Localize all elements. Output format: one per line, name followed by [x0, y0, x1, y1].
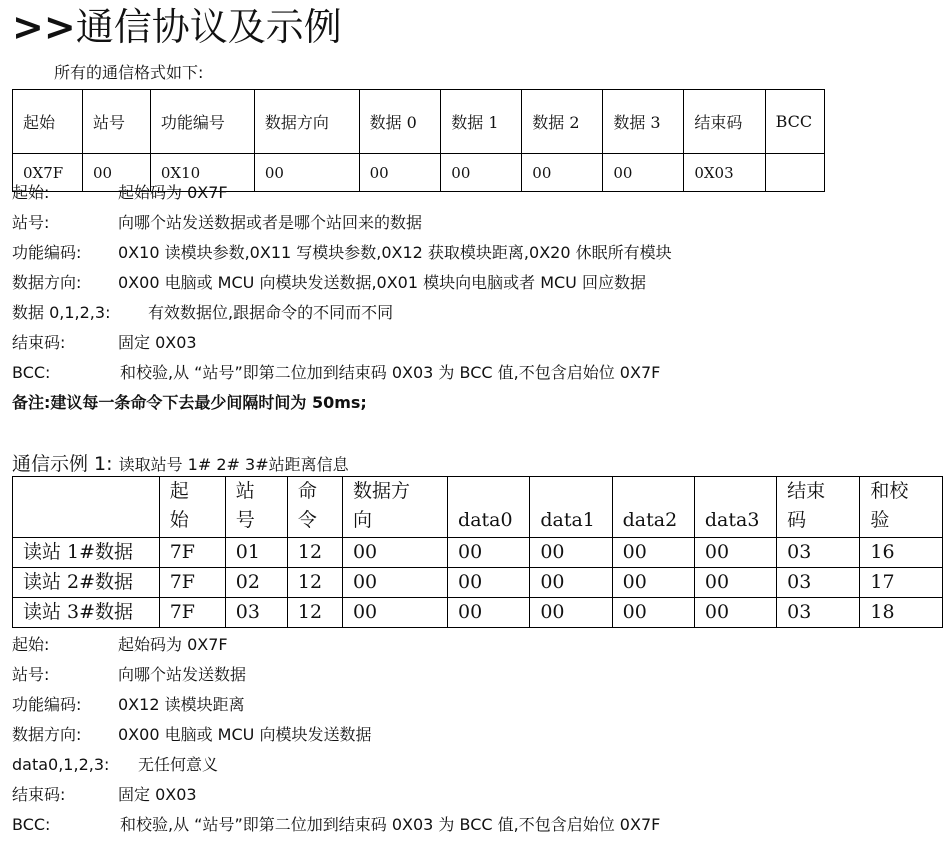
example-cell: 00 — [694, 598, 776, 628]
description-value: 有效数据位,跟据命令的不同而不同 — [148, 303, 394, 322]
frame-value-cell: 0X7F — [13, 154, 83, 192]
description-value: 和校验,从 “站号”即第二位加到结束码 0X03 为 BCC 值,不包含启始位 0X7F — [120, 815, 661, 834]
example-header-line2: 令 — [297, 509, 317, 531]
example-header-line1: 结束 — [787, 480, 826, 502]
example-cell: 7F — [159, 568, 225, 598]
example-header-text: data1 — [540, 509, 595, 531]
example-header-text: data0 — [458, 509, 513, 531]
description-value: 固定 0X03 — [118, 333, 197, 352]
example-header-cell — [342, 477, 447, 538]
description-value: 0X00 电脑或 MCU 向模块发送数据,0X01 模块向电脑或者 MCU 回应数据 — [118, 273, 646, 292]
description-value: 起始码为 0X7F — [118, 183, 228, 202]
description-key: 结束码: — [12, 785, 66, 804]
example-header-line2: 验 — [870, 509, 890, 531]
frame-value-cell: 0X10 — [150, 154, 254, 192]
frame-header-cell: 数据方向 — [254, 90, 359, 154]
description-line — [12, 243, 672, 263]
description-line — [12, 725, 371, 745]
frame-header-cell: BCC — [765, 90, 824, 154]
example-header-line2: 向 — [352, 509, 372, 531]
example-cell: 00 — [530, 598, 612, 628]
page-title — [12, 4, 342, 50]
description-line — [12, 303, 393, 323]
description-line — [12, 333, 197, 353]
description-key: 功能编码: — [12, 243, 82, 262]
example-cell: 00 — [612, 568, 694, 598]
description-value: 无任何意义 — [138, 755, 219, 774]
example-cell: 02 — [225, 568, 287, 598]
table-row — [13, 538, 943, 568]
example-cell: 03 — [777, 568, 860, 598]
description-value: 0X00 电脑或 MCU 向模块发送数据 — [118, 725, 372, 744]
description-key: 数据 0,1,2,3: — [12, 303, 111, 322]
example-header-line1: 数据方 — [352, 480, 410, 502]
frame-value-cell: 00 — [603, 154, 684, 192]
description-value: 0X10 读模块参数,0X11 写模块参数,0X12 获取模块距离,0X20 休眠所有模块 — [118, 243, 672, 262]
description-line — [12, 815, 660, 835]
frame-value-cell: 00 — [82, 154, 150, 192]
table-row — [13, 598, 943, 628]
example-cell: 7F — [159, 598, 225, 628]
example-cell: 12 — [287, 568, 342, 598]
description-value: 向哪个站发送数据或者是哪个站回来的数据 — [118, 213, 423, 232]
example-header-cell — [612, 477, 694, 538]
example-header-cell — [448, 477, 530, 538]
example-cell: 00 — [530, 538, 612, 568]
example-title — [12, 449, 349, 476]
example-cell: 16 — [860, 538, 943, 568]
example-desc: 读取站号 1# 2# 3#站距离信息 — [118, 455, 349, 474]
description-line — [12, 213, 422, 233]
example-header-line2: 码 — [787, 509, 807, 531]
example-header-line2: 始 — [169, 509, 189, 531]
example-cell: 00 — [342, 568, 447, 598]
example-header-cell — [530, 477, 612, 538]
description-value: 向哪个站发送数据 — [118, 665, 247, 684]
example-header-text: data3 — [704, 509, 760, 531]
example-header-cell — [225, 477, 287, 538]
example-cell: 读站 1#数据 — [13, 538, 160, 568]
title-prefix: >> — [12, 5, 76, 49]
example-cell: 00 — [694, 538, 776, 568]
frame-header-cell: 站号 — [82, 90, 150, 154]
description-line — [12, 695, 245, 715]
description-key: BCC: — [12, 815, 51, 834]
description-key: data0,1,2,3: — [12, 755, 110, 774]
description-value: 起始码为 0X7F — [118, 635, 228, 654]
table-row — [13, 568, 943, 598]
note-text: 备注:建议每一条命令下去最少间隔时间为 50ms; — [12, 393, 367, 412]
example-cell: 00 — [612, 598, 694, 628]
example-cell: 00 — [448, 538, 530, 568]
title-text: 通信协议及示例 — [75, 5, 342, 49]
example-cell: 00 — [342, 538, 447, 568]
description-key: BCC: — [12, 363, 51, 382]
example-cell: 03 — [225, 598, 287, 628]
example-cell: 12 — [287, 538, 342, 568]
example-header-cell — [287, 477, 342, 538]
example-header-line1: 起 — [169, 480, 189, 502]
example-cell: 03 — [777, 598, 860, 628]
example-cell: 17 — [860, 568, 943, 598]
frame-value-cell: 00 — [359, 154, 441, 192]
description-key: 功能编码: — [12, 695, 82, 714]
frame-value-cell — [765, 154, 824, 192]
frame-header-row — [13, 90, 825, 154]
frame-value-cell: 00 — [441, 154, 522, 192]
example-cell: 12 — [287, 598, 342, 628]
example-header-cell — [13, 477, 160, 538]
example-header-line1: 和校 — [870, 480, 909, 502]
frame-value-cell: 0X03 — [684, 154, 765, 192]
example-cell: 7F — [159, 538, 225, 568]
description-line — [12, 183, 228, 203]
frame-header-cell: 数据 0 — [359, 90, 441, 154]
description-key: 起始: — [12, 183, 50, 202]
example-cell: 00 — [342, 598, 447, 628]
frame-header-cell: 数据 2 — [522, 90, 603, 154]
frame-header-cell: 数据 1 — [441, 90, 522, 154]
example-header-cell — [860, 477, 943, 538]
example-cell: 01 — [225, 538, 287, 568]
example-cell: 读站 3#数据 — [13, 598, 160, 628]
description-line — [12, 273, 646, 293]
frame-header-cell: 起始 — [13, 90, 83, 154]
example-cell: 00 — [694, 568, 776, 598]
description-line — [12, 635, 228, 655]
example-header-text: data2 — [622, 509, 678, 531]
frame-format-table — [12, 89, 825, 192]
description-key: 结束码: — [12, 333, 66, 352]
example-header-line2: 号 — [235, 509, 255, 531]
description-line — [12, 755, 218, 775]
example-cell: 00 — [448, 568, 530, 598]
frame-header-cell: 功能编号 — [150, 90, 254, 154]
example-header-line1: 站 — [235, 480, 255, 502]
example-header-cell — [777, 477, 860, 538]
example-header-row — [13, 477, 943, 538]
description-value: 0X12 读模块距离 — [118, 695, 245, 714]
example-cell: 03 — [777, 538, 860, 568]
frame-value-cell: 00 — [522, 154, 603, 192]
description-value: 固定 0X03 — [118, 785, 197, 804]
example-cell: 00 — [448, 598, 530, 628]
example-cell: 读站 2#数据 — [13, 568, 160, 598]
frame-value-cell: 00 — [254, 154, 359, 192]
example-cell: 18 — [860, 598, 943, 628]
description-key: 站号: — [12, 213, 50, 232]
description-line — [12, 665, 246, 685]
description-key: 站号: — [12, 665, 50, 684]
example-header-line1: 命 — [297, 480, 317, 502]
description-key: 起始: — [12, 635, 50, 654]
example-cell: 00 — [530, 568, 612, 598]
description-value: 和校验,从 “站号”即第二位加到结束码 0X03 为 BCC 值,不包含启始位 0X7F — [120, 363, 661, 382]
example-label: 通信示例 1: — [12, 453, 113, 475]
frame-header-cell: 数据 3 — [603, 90, 684, 154]
example-header-cell — [694, 477, 776, 538]
description-key: 数据方向: — [12, 725, 82, 744]
intro-text: 所有的通信格式如下: — [54, 63, 204, 82]
example-header-cell — [159, 477, 225, 538]
description-line — [12, 785, 197, 805]
frame-header-cell: 结束码 — [684, 90, 765, 154]
example-cell: 00 — [612, 538, 694, 568]
example-table — [12, 476, 943, 628]
description-key: 数据方向: — [12, 273, 82, 292]
description-line — [12, 363, 660, 383]
